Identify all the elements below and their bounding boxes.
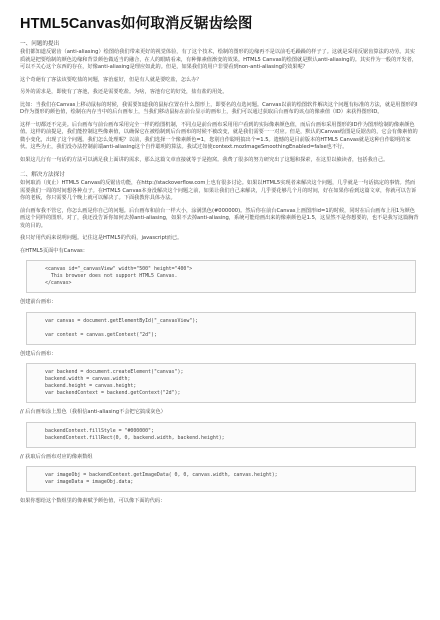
paragraph: 前台画布我不管它，你怎么画是你自己的问题。后台画布和前台一样大小，涂满黑色(#000000)。然后你在前台Canvas上画图形id=1的时候，同时在后台画布上用1为颜色画这个同样的图形。对了，我还没告诉你如何去掉anti-aliasing，如果不去掉anti-aliasing，系统可能给画出来的像素颜色是1.5，这显然不是你想要的，也不是我写这篇胸背发的目的。 [20,207,419,229]
paragraph: 创建前台画布： [20,299,57,305]
paragraph: 创建后台画布： [20,350,57,357]
paragraph: 如何取消（度止）HTML5 Canvas的反锯齿功能，在http://stackoverflow.com上也有很多讨论。如果以HTML5实现者来解决这个问题，几乎就是一句话搞定的事情。然而需要我们一周的时间想各种点子。在HTML5 Canvas本身没解决这个问题之前，如果让我们自己来解决，几乎要花够几个月的时间，好在如果你看到这篇文章，你就可以告诉你的老板，你只需要几个晚上就可以解决了。下面我教你具体办法。 [20,180,417,201]
section-heading-problem: 一、问题的提出 [20,41,60,47]
code-block-image-data: var imageObj = backendContext.getImageData( 0, 0, canvas.width, canvas.height); var imageData = imageObj.data; [26,466,416,492]
paragraph: // 获取后台画布对应的像素数组 [20,453,93,460]
paragraph: 这样一切都还不完美。后台画布与前台画布采用完全一样的绘图机制，不同点是前台画布采用用户看到的实际像素颜色值，而后台画布采用图形的ID作为图形绘制的像素颜色值。这样的前提是，我们能控制这些像素值，以确保它在被绘制到后台画布的时候不被改变，就是我们需要一一对应。但是，默认的Canvas绘图是反锯齿的，它会有像素值的微小变化，出现了这个问题。我们怎么处理呢？以前，我们选择一个像素颜色=1，您别自作聪明搞出个=1.5。遗憾的是目前版本的HTML5 Canvas就是这种自作聪明的家伙。这些为止，我们没办法控制前端anti-aliasing这个自作聪明的算法。我试过如使context.mozImageSmoothingEnabled=false也不行。 [20,121,418,150]
section-heading-solution: 二、解决方法探讨 [20,172,65,178]
paragraph: // 后台画布涂上黑色（我相信anti-aliasing不会把它搞成灰色） [20,409,166,415]
code-block-back-canvas: var backend = document.createElement("canvas"); backend.width = canvas.width; backend.height = canvas.height; var backendContext = backend.getContext("2d"); [26,363,416,403]
document-title: HTML5Canvas如何取消反锯齿绘图 [20,16,253,32]
code-block-fill-black: backendContext.fillStyle = "#000000"; backendContext.fillRect(0, 0, backend.width, backend.height); [26,422,416,448]
paragraph: 比如：当我们在Canvas上移动鼠标的时候，我需要知道我的鼠标位置在什么图形上，即要名的点选问题。Canvas以前的绘图软件解决这个问题有标准的方法，就是用图形的ID作为图形的颜色值，绘制在内存当中的后台画布上，当我们移动鼠标在前台显示的画布上，我们可以通过获取后台画布的该点的像素值（ID）来获得图形ID。 [20,101,418,115]
paragraph: 如果这几行有一句话的方法可以满足我上面讲的需求，那么这篇文章直接就等于是抱窝。我费了很多的努力研究出了这题和探索，在这里以飨读者，包括我自己。 [20,156,389,163]
code-block-canvas-tag: <canvas id="_canvasView" width="500" height="400"> This browser does not support HTML5 Canvas. </canvas> [26,260,416,293]
paragraph: 在HTML5页面中有Canvas： [20,247,88,254]
document-page [20,12,420,511]
paragraph: 我只好用代码来说明问题。记住这是HTML5的代码，javascript而已。 [20,235,183,241]
paragraph: 我们都知道反锯齿（anti-aliasing）绘图给我们带来更好的视觉体验，有了这个技术，绘制的图形的边缘再不是以前毛毛躁躁的样子了。这就是采用反锯齿算法的功劳。其实质就是把要绘制的颜色边缘和背景颜色做适当的融合，在人的眼睛看来，有种像素值渐变的效果。HTML5 Canvas的绘图就是默认anti-aliasing的。其实作为一般的开发者，可以不关心这个东西的存在，好像anti-aliasing是理应如此的。但是，如果我们的用户非要看到non-anti-aliasing的效果呢？ [20,49,418,70]
paragraph: 这个奇葩有了客法该要吃盐的问题，客治虚好，但是有人就是要吃盐，怎么办？ [20,76,202,83]
code-block-front-canvas: var canvas = document.getElementById("_canvasView"); var context = canvas.getContext("2d"); [26,312,416,345]
paragraph: 另外的需求是，即使有了客池，我还是需要吃盐。为啥，客池有它的好处，盐有盐的用处。 [20,89,228,95]
paragraph: 如果你想给这个数组里的像素赋予颜色值，可以像下面的代码： [20,498,166,504]
